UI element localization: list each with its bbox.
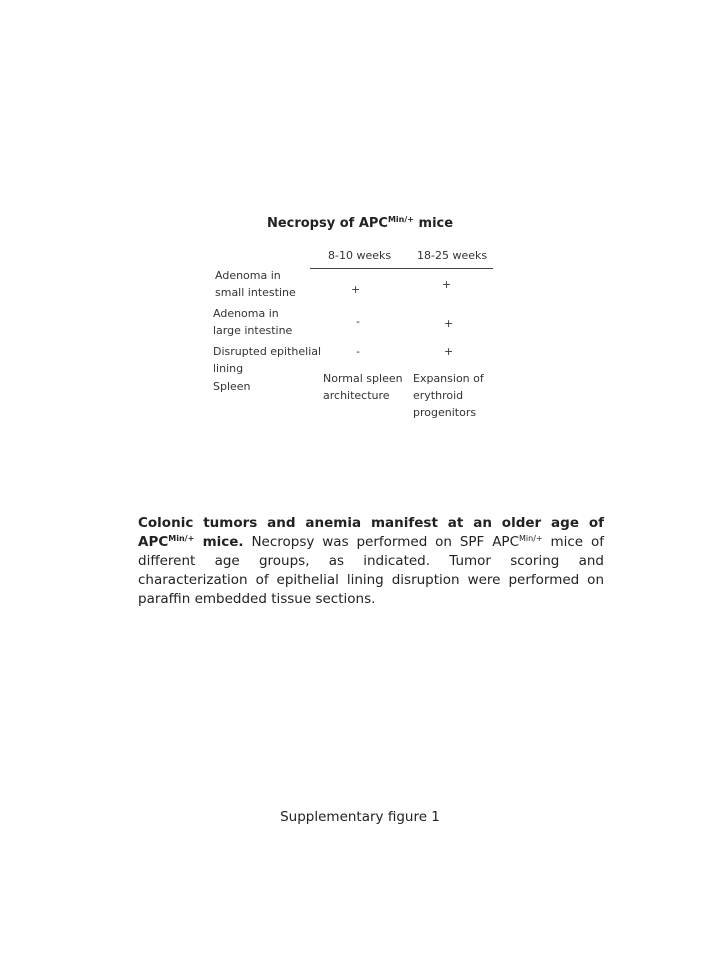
cell-large-intestine-18-25: + xyxy=(444,317,454,330)
cell-line: Expansion of xyxy=(413,372,484,385)
figure-title-text: Necropsy of APC xyxy=(266,216,388,231)
row-label-line: large intestine xyxy=(213,324,293,337)
cell-line: architecture xyxy=(323,389,390,402)
row-label-line: Adenoma in xyxy=(215,269,281,282)
cell-spleen-18-25 xyxy=(413,370,484,421)
cell-line: erythroid xyxy=(413,389,464,402)
caption-bold-superscript: Min/+ xyxy=(168,534,195,543)
cell-line: Normal spleen xyxy=(323,372,403,385)
figure-caption xyxy=(138,514,604,609)
row-label-line: Spleen xyxy=(213,380,251,393)
caption-bold-main: Colonic tumors and anemia manifest at an older age of APC xyxy=(138,515,604,550)
row-label-large-intestine xyxy=(213,305,292,339)
row-label-line: lining xyxy=(213,362,244,375)
cell-line: progenitors xyxy=(413,406,477,419)
cell-spleen-8-10 xyxy=(323,370,403,404)
row-label-spleen xyxy=(213,378,251,395)
caption-text-2: mice of different age groups, as indicated. Tumor scoring and characterization of epithelial lining disruption were performed on paraffin embedded tissue sections. xyxy=(138,534,604,607)
row-label-line: small intestine xyxy=(215,286,296,299)
figure-title xyxy=(0,216,720,231)
supplementary-figure-label: Supplementary figure 1 xyxy=(280,809,440,825)
cell-epithelial-18-25: + xyxy=(444,345,454,358)
row-label-disrupted-epithelial-lining xyxy=(213,343,321,377)
caption-superscript: Min/+ xyxy=(519,534,543,543)
caption-bold-tail: mice. xyxy=(194,534,244,550)
caption-text-1: Necropsy was performed on SPF APC xyxy=(243,534,519,550)
cell-large-intestine-8-10: - xyxy=(356,315,360,328)
row-label-line: Disrupted epithelial xyxy=(213,345,322,358)
row-label-line: Adenoma in xyxy=(213,307,279,320)
row-label-small-intestine xyxy=(215,267,296,301)
figure-title-tail: mice xyxy=(414,216,454,231)
figure-title-superscript: Min/+ xyxy=(387,215,414,224)
column-header-18-25-weeks: 18-25 weeks xyxy=(417,249,488,262)
column-header-8-10-weeks: 8-10 weeks xyxy=(328,249,392,262)
cell-small-intestine-8-10: + xyxy=(351,283,361,296)
cell-epithelial-8-10: - xyxy=(356,345,360,358)
cell-small-intestine-18-25: + xyxy=(442,278,452,291)
header-divider xyxy=(310,268,493,269)
